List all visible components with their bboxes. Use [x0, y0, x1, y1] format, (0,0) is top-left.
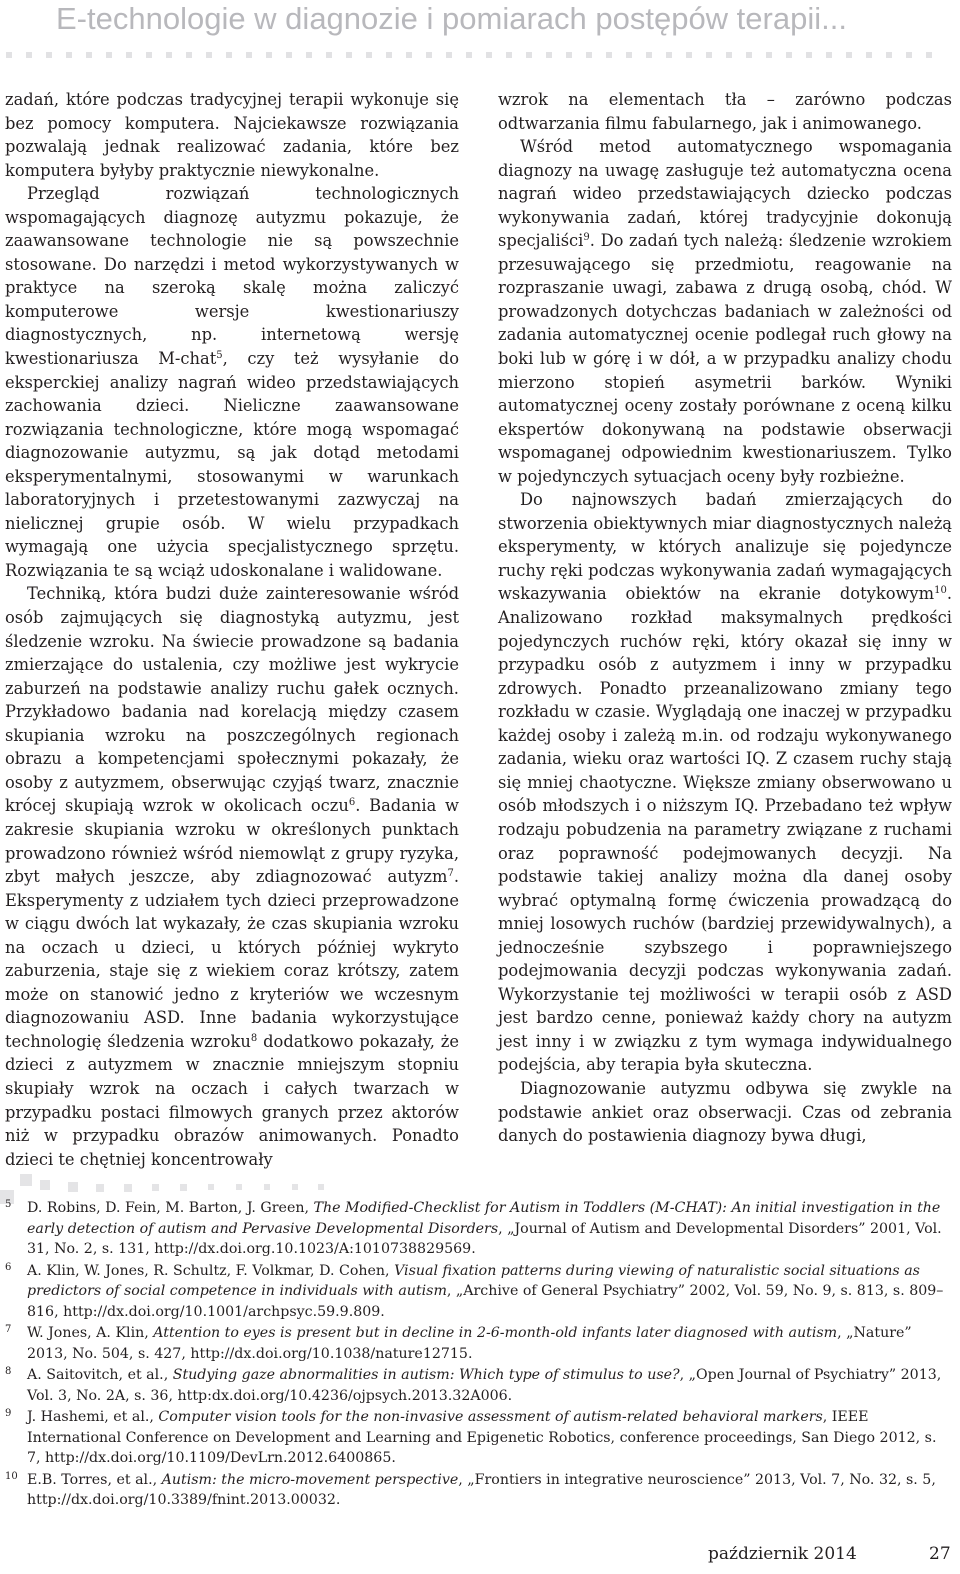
footnote-ref[interactable]: 9: [583, 232, 590, 244]
paragraph: Do najnowszych badań zmierzających do stworzenia obiektywnych miar diagnostycznych należą eksperymenty, w których analizuje się pojedyncze ruchy ręki podczas wykonywania zadań wymagających wskazywania obiektów na ekranie dotykowym$^{10}$. Analizowano rozkład maksymalnych prędkości pojedynczych ruchów ręki, który okazał się inny w przypadku osób z autyzmem i inny w przypadku zdrowych. Ponadto przeanalizowano zmiany tego rozkładu w czasie. Wyglądają one inaczej w przypadku każdej osoby i zależą m.in. od rodzaju wykonywanego zadania, wieku oraz wartości IQ. Z czasem ruchy stają się mniej chaotyczne. Większe zmiany obserwowano u osób młodszych i o niższym IQ. Przebadano też wpływ rodzaju pobudzenia na parametry związane z ruchami oraz poprawność podejmowanych decyzji. Na podstawie takiej analizy można dla danej osoby wybrać optymalną formę ćwiczenia prowadzącą do mniej losowych ruchów (bardziej przewidywalnych), a jednocześnie szybszego i poprawniejszego podejmowania decyzji podczas wykonywania zadań. Wykorzystanie tej możliwości w terapii osób z ASD jest bardzo cenne, ponieważ każdy chory na autyzm jest inny i w związku z tym wymaga indywidualnego podejścia, aby terapia była skuteczna.: [498, 490, 952, 1075]
footnote-title: Studying gaze abnormalities in autism: Which type of stimulus to use?: [172, 1367, 680, 1384]
footnote-source: , „Open Journal of Psychiatry” 2013, Vol. 3, No. 2A, s. 36, http:dx.doi.org/10.4236/ojpsych.2013.32A006.: [27, 1367, 942, 1404]
footnote-source: , „Archive of General Psychiatry” 2002, Vol. 59, No. 9, s. 813, s. 809–816, http://dx.doi.org/10.1001/archpsyc.59.9.809.: [27, 1283, 944, 1321]
footnote: 9 J. Hashemi, et al., Computer vision tools for the non-invasive assessment of autism-related behavioral markers, IEEE International Conference on Development and Learning and Epigenetic Robotics, conference proceedings, San Diego 2012, s. 7, http://dx.doi.org/10.1109/DevLrn.2012.6400865.: [5, 1408, 937, 1467]
footnote: 10 E.B. Torres, et al., Autism: the micro-movement perspective, „Frontiers in integrative neuroscience” 2013, Vol. 7, No. 32, s. 5, http://dx.doi.org/10.3389/fnint.2013.00032.: [5, 1470, 936, 1509]
footnote-authors: A. Saitovitch, et al.,: [27, 1367, 173, 1384]
footnote-title: Visual fixation patterns during viewing of naturalistic social situations as predictors of social competence in individuals with autism: [27, 1262, 920, 1300]
header-dot-rule: [6, 52, 932, 60]
footnote: 6 A. Klin, W. Jones, R. Schultz, F. Volkmar, D. Cohen, Visual fixation patterns during viewing of naturalistic social situations as predictors of social competence in individuals with autism, „Archive of General Psychiatry” 2002, Vol. 59, No. 9, s. 813, s. 809–816, http://dx.doi.org/10.1001/archpsyc.59.9.809.: [5, 1261, 944, 1321]
left-text-column: [5, 88, 459, 1171]
issue-date: październik 2014: [708, 1544, 857, 1564]
footnote-ref[interactable]: 7: [447, 868, 454, 880]
footnote-source: , „Frontiers in integrative neuroscience” 2013, Vol. 7, No. 32, s. 5, http://dx.doi.org/10.3389/fnint.2013.00032.: [27, 1471, 936, 1509]
footnote-title: Autism: the micro-movement perspective: [161, 1471, 459, 1488]
footnote: 5 D. Robins, D. Fein, M. Barton, J. Green, The Modified-Checklist for Autism in Toddlers (M-CHAT): An initial investigation in the early detection of autism and Pervasive Developmental Disorders, „Journal of Autism and Developmental Disorders” 2001, Vol. 31, No. 2, s. 131, http://dx.doi.org.10.1023/A:1010738829569.: [5, 1199, 942, 1258]
footnote-source: , IEEE International Conference on Development and Learning and Epigenetic Robotics, conference proceedings, San Diego 2012, s. 7, http://dx.doi.org/10.1109/DevLrn.2012.6400865.: [27, 1409, 937, 1467]
paragraph: Diagnozowanie autyzmu odbywa się zwykle na podstawie ankiet oraz obserwacji. Czas od zebrania danych do postawienia diagnozy bywa długi,: [498, 1078, 952, 1146]
paragraph: Przegląd rozwiązań technologicznych wspomagających diagnozę autyzmu pokazuje, że zaawansowane technologie nie są powszechnie stosowane. Do narzędzi i metod wykorzystywanych w praktyce na szeroką skalę można zaliczyć komputerowe wersje kwestionariuszy diagnostycznych, np. internetową wersję kwestionariusza M-chat$^5$, czy też wysyłanie do eksperckiej analizy nagrań wideo przedstawiających zachowania dzieci. Nieliczne zaawansowane rozwiązania technologiczne, które mogą wspomagać diagnozowanie autyzmu, są jak dotąd metodami eksperymentalnymi, stosowanymi w warunkach laboratoryjnych i przetestowanymi zazwyczaj na nielicznej grupie osób. W wielu przypadkach wymagają one użycia specjalistycznego sprzętu. Rozwiązania te są wciąż udoskonalane i walidowane.: [5, 184, 459, 580]
footnote-title: Attention to eyes is present but in decline in 2-6-month-old infants later diagnosed with autism: [153, 1325, 838, 1342]
right-text-column: [498, 88, 952, 1148]
footnote-authors: J. Hashemi, et al.,: [27, 1409, 159, 1426]
footnote-ref[interactable]: 6: [348, 797, 356, 809]
running-header-title: E-technologie w diagnozie i pomiarach postępów terapii...: [56, 1, 847, 36]
paragraph: wzrok na elementach tła – zarówno podczas odtwarzania filmu fabularnego, jak i animowanego.: [498, 90, 952, 133]
footnote-ref[interactable]: 5: [216, 350, 223, 362]
footnote-ref[interactable]: 10: [934, 585, 947, 597]
footnote-authors: A. Klin, W. Jones, R. Schultz, F. Volkmar, D. Cohen,: [27, 1262, 395, 1279]
paragraph: zadań, które podczas tradycyjnej terapii wykonuje się bez pomocy komputera. Najciekawsze rozwiązania pozwalają jednak realizować zadania, które bez komputera byłyby praktycznie niewykonalne.: [5, 90, 459, 180]
footnote: 7 W. Jones, A. Klin, Attention to eyes is present but in decline in 2-6-month-old infants later diagnosed with autism, „Nature” 2013, No. 504, s. 427, http://dx.doi.org/10.1038/nature12715.: [5, 1324, 912, 1362]
footnote-title: The Modified-Checklist for Autism in Toddlers (M-CHAT): An initial investigation in the early detection of autism and Pervasive Developmental Disorders: [27, 1200, 941, 1237]
footnote-source: , „Nature” 2013, No. 504, s. 427, http://dx.doi.org/10.1038/nature12715.: [27, 1325, 912, 1362]
footnote-title: Computer vision tools for the non-invasive assessment of autism-related behavioral markers: [158, 1409, 823, 1426]
paragraph: Wśród metod automatycznego wspomagania diagnozy na uwagę zasługuje też automatyczna ocena nagrań wideo przedstawiających dziecko podczas wykonywania zadań, której tradycyjnie dokonują specjaliści$^9$. Do zadań tych należą: śledzenie wzrokiem przesuwającego się przedmiotu, reagowanie na rozpraszanie uwagi, zabawa z drugą osobą, chód. W prowadzonych dotychczas badaniach w zależności od zadania automatycznej ocenie podlegał ruch głowy na boki lub w górę i w dół, a w przypadku analizy chodu mierzono stopień asymetrii barków. Wyniki automatycznej oceny zostały porównane z oceną kilku ekspertów dokonywaną na podstawie obserwacji wspomaganej odpowiednim kwestionariuszem. Tylko w pojedynczych sytuacjach oceny były rozbieżne.: [498, 137, 952, 486]
footnote-authors: D. Robins, D. Fein, M. Barton, J. Green,: [27, 1200, 314, 1216]
footnotes-section: [5, 1198, 953, 1512]
footnote-authors: W. Jones, A. Klin,: [27, 1325, 154, 1342]
footnote-authors: E.B. Torres, et al.,: [27, 1471, 162, 1488]
page-number: 27: [929, 1544, 951, 1564]
paragraph: Techniką, która budzi duże zainteresowanie wśród osób zajmujących się diagnostyką autyzmu, jest śledzenie wzroku. Na świecie prowadzone są badania zmierzające do ustalenia, czy możliwe jest wykrycie zaburzeń na podstawie analizy ruchu gałek ocznych. Przykładowo badania nad korelacją między czasem skupiania wzroku na poszczególnych regionach obrazu a kompetencjami społecznymi pokazały, że osoby z autyzmem, obserwując czyjąś twarz, znacznie krócej skupiają wzrok w okolicach oczu$^6$. Badania w zakresie skupiania wzroku w określonych punktach prowadzono również wśród niemowląt z grupy ryzyka, zbyt małych jeszcze, aby zdiagnozować autyzm$^7$. Eksperymenty z udziałem tych dzieci przeprowadzone w ciągu dwóch lat wykazały, że czas skupiania wzroku na oczach u dzieci, u których później wykryto zaburzenia, staje się z wiekiem coraz krótszy, zatem może on stanowić jedno z kryteriów we wczesnym diagnozowaniu ASD. Inne badania wykorzystujące technologię śledzenia wzroku$^8$ dodatkowo pokazały, że dzieci z autyzmem w znacznie mniejszym stopniu skupiały wzrok na oczach i całych twarzach w przypadku postaci filmowych granych przez aktorów niż w przypadku obrazów animowanych. Ponadto dzieci te chętniej koncentrowały: [5, 584, 459, 1169]
footnote-ref[interactable]: 8: [250, 1032, 258, 1044]
footnote-source: , „Journal of Autism and Developmental Disorders” 2001, Vol. 31, No. 2, s. 131, http://dx.doi.org.10.1023/A:1010738829569.: [27, 1220, 942, 1258]
footnote: 8 A. Saitovitch, et al., Studying gaze abnormalities in autism: Which type of stimulus to use?, „Open Journal of Psychiatry” 2013, Vol. 3, No. 2A, s. 36, http:dx.doi.org/10.4236/ojpsych.2013.32A006.: [5, 1366, 942, 1404]
